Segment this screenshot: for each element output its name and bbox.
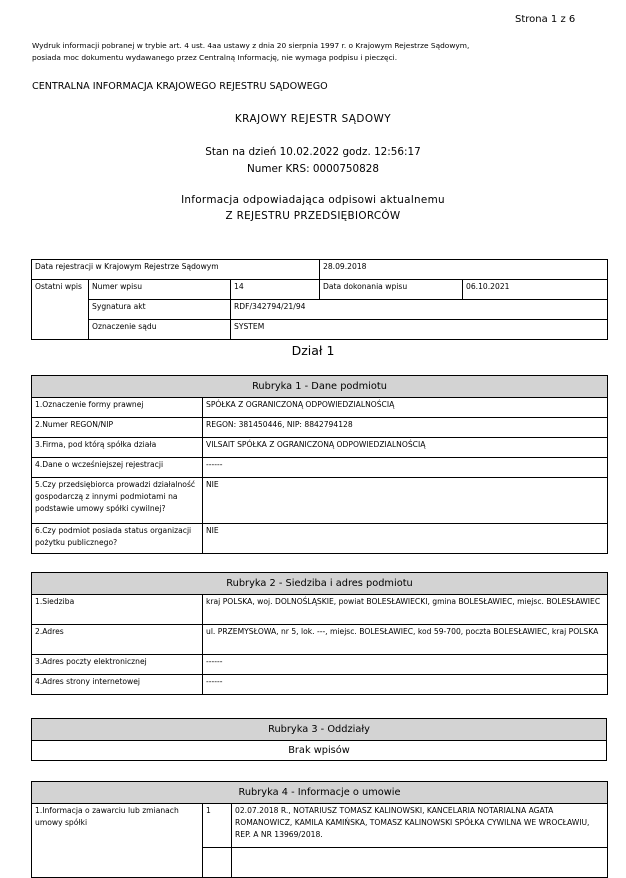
court-designation-label: Oznaczenie sądu [89, 320, 231, 340]
rubryka-3-header: Rubryka 3 - Oddziały [32, 719, 607, 741]
registration-table [31, 259, 608, 340]
intro-text [32, 40, 592, 64]
central-information-heading: CENTRALNA INFORMACJA KRAJOWEGO REJESTRU SĄDOWEGO [32, 81, 328, 92]
document-type: Informacja odpowiadająca odpisowi aktualnemu [181, 194, 445, 206]
section-heading: Dział 1 [291, 343, 335, 358]
intro-line-2: posiada moc dokumentu wydawanego przez Centralną Informację, nie wymaga podpisu i pieczęci. [32, 53, 398, 62]
company-name-value: VILSAIT SPÓŁKA Z OGRANICZONĄ ODPOWIEDZIALNOŚCIĄ [203, 438, 608, 458]
rubryka-1-header: Rubryka 1 - Dane podmiotu [32, 376, 608, 398]
regon-nip-label: 2.Numer REGON/NIP [32, 418, 203, 438]
seat-label: 1.Siedziba [32, 595, 203, 625]
intro-line-1: Wydruk informacji pobranej w trybie art. 4 ust. 4aa ustawy z dnia 20 sierpnia 1997 r. o Krajowym Rejestrze Sądowym, [32, 41, 470, 50]
regon-nip-value: REGON: 381450446, NIP: 8842794128 [203, 418, 608, 438]
rubryka-2-header: Rubryka 2 - Siedziba i adres podmiotu [32, 573, 608, 595]
no-entries-text: Brak wpisów [32, 741, 607, 761]
case-signature-value: RDF/342794/21/94 [231, 300, 608, 320]
address-value: ul. PRZEMYSŁOWA, nr 5, lok. ---, miejsc. BOLESŁAWIEC, kod 59-700, poczta BOLESŁAWIEC, kraj POLSKA [203, 625, 608, 655]
rubryka-4-header: Rubryka 4 - Informacje o umowie [32, 782, 608, 804]
previous-registration-label: 4.Dane o wcześniejszej rejestracji [32, 458, 203, 478]
seat-value: kraj POLSKA, woj. DOLNOŚLĄSKIE, powiat BOLESŁAWIECKI, gmina BOLESŁAWIEC, miejsc. BOLESŁAWIEC [203, 595, 608, 625]
email-value: ------ [203, 655, 608, 675]
register-name: Z REJESTRU PRZEDSIĘBIORCÓW [225, 210, 401, 222]
last-entry-label: Ostatni wpis [32, 280, 89, 340]
address-label: 2.Adres [32, 625, 203, 655]
company-name-label: 3.Firma, pod którą spółka działa [32, 438, 203, 458]
entry-number-value: 14 [231, 280, 320, 300]
previous-registration-value: ------ [203, 458, 608, 478]
entry-number-label: Numer wpisu [89, 280, 231, 300]
contract-info-empty [232, 848, 608, 878]
state-date: Stan na dzień 10.02.2022 godz. 12:56:17 [205, 146, 421, 158]
legal-form-value: SPÓŁKA Z OGRANICZONĄ ODPOWIEDZIALNOŚCIĄ [203, 398, 608, 418]
entry-index: 1 [203, 804, 232, 848]
public-benefit-label: 6.Czy podmiot posiada status organizacji pożytku publicznego? [32, 524, 203, 554]
rubryka-3-table [31, 718, 607, 761]
register-title: KRAJOWY REJESTR SĄDOWY [234, 113, 392, 125]
legal-form-label: 1.Oznaczenie formy prawnej [32, 398, 203, 418]
entry-date-label: Data dokonania wpisu [320, 280, 463, 300]
website-label: 4.Adres strony internetowej [32, 675, 203, 695]
civil-partnership-label: 5.Czy przedsiębiorca prowadzi działalność gospodarczą z innymi podmiotami na podstawie umowy spółki cywilnej? [32, 478, 203, 524]
entry-date-value: 06.10.2021 [463, 280, 608, 300]
contract-info-label: 1.Informacja o zawarciu lub zmianach umowy spółki [32, 804, 203, 878]
registration-date-value: 28.09.2018 [320, 260, 608, 280]
krs-number: Numer KRS: 0000750828 [247, 163, 379, 175]
rubryka-1-table [31, 375, 608, 554]
case-signature-label: Sygnatura akt [89, 300, 231, 320]
civil-partnership-value: NIE [203, 478, 608, 524]
email-label: 3.Adres poczty elektronicznej [32, 655, 203, 675]
public-benefit-value: NIE [203, 524, 608, 554]
rubryka-2-table [31, 572, 608, 695]
rubryka-4-table [31, 781, 608, 878]
registration-date-label: Data rejestracji w Krajowym Rejestrze Sądowym [32, 260, 320, 280]
contract-info-value: 02.07.2018 R., NOTARIUSZ TOMASZ KALINOWSKI, KANCELARIA NOTARIALNA AGATA ROMANOWICZ, KAMILA KAMIŃSKA, TOMASZ KALINOWSKI SPÓŁKA CYWILNA WE WROCŁAWIU, REP. A NR 13969/2018. [232, 804, 608, 848]
website-value: ------ [203, 675, 608, 695]
page-number: Strona 1 z 6 [515, 14, 576, 25]
court-designation-value: SYSTEM [231, 320, 608, 340]
entry-index-empty [203, 848, 232, 878]
